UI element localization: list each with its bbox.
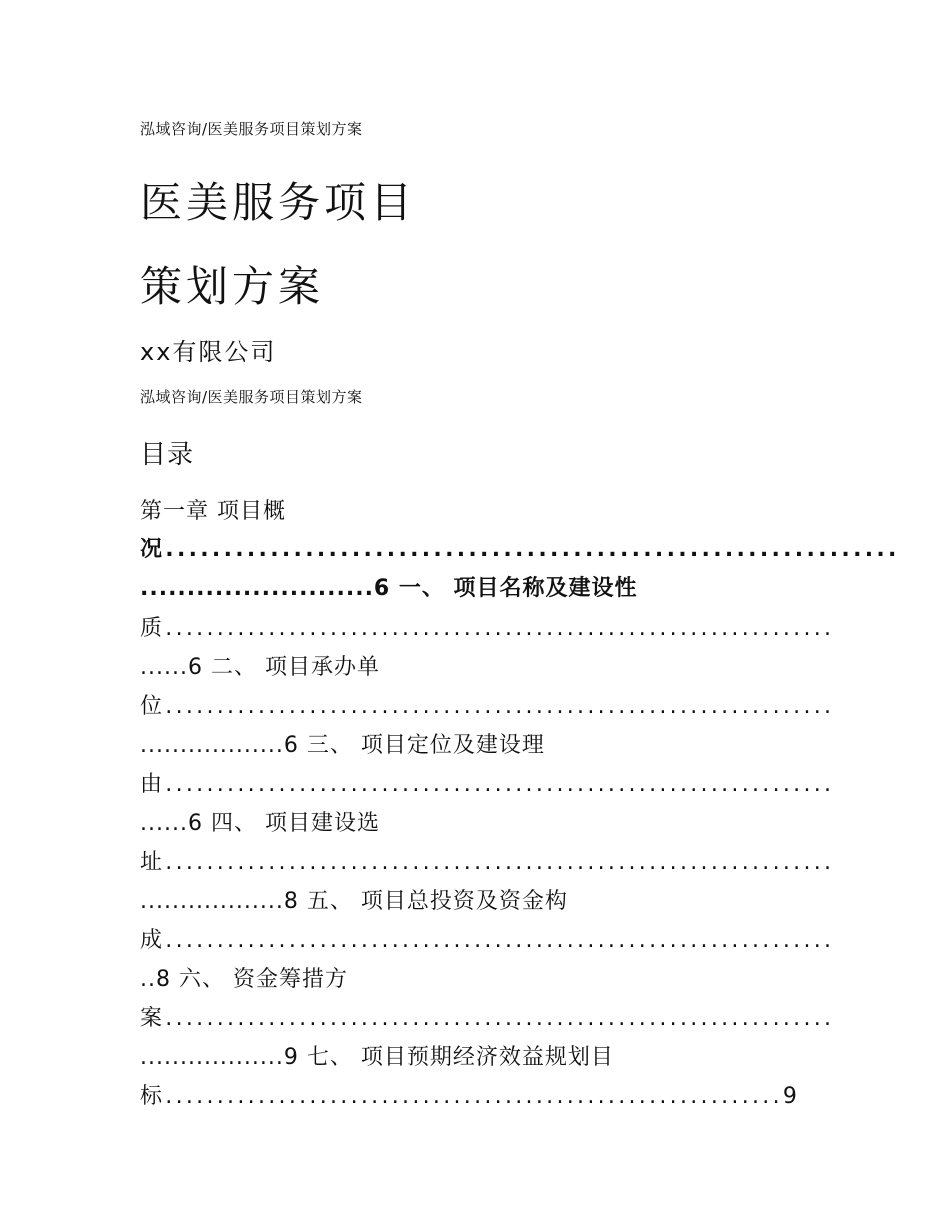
toc-line[interactable]: ......6 四、 项目建设选	[140, 811, 380, 836]
toc-line[interactable]: 由.................................................................	[140, 772, 835, 797]
toc-line[interactable]: ..................8 五、 项目总投资及资金构	[140, 889, 568, 914]
toc-line[interactable]: ......6 二、 项目承办单	[140, 655, 380, 680]
toc-line[interactable]: 况...............................................................	[140, 537, 900, 562]
toc-line[interactable]: ..................6 三、 项目定位及建设理	[140, 733, 545, 758]
toc-line[interactable]: ..................9 七、 项目预期经济效益规划目	[140, 1045, 614, 1070]
document-title-line1: 医美服务项目	[140, 178, 417, 227]
document-title-line2: 策划方案	[140, 262, 325, 311]
running-header-second: 泓域咨询/医美服务项目策划方案	[140, 388, 363, 406]
toc-heading: 目录	[140, 440, 195, 470]
running-header: 泓域咨询/医美服务项目策划方案	[140, 120, 363, 138]
toc-line[interactable]: 位.................................................................	[140, 694, 835, 719]
toc-line[interactable]: 成.................................................................	[140, 928, 835, 953]
toc-line[interactable]: ..8 六、 资金筹措方	[140, 967, 348, 992]
toc-line[interactable]: 址.................................................................	[140, 850, 835, 875]
toc-line[interactable]: 标............................................................9	[140, 1084, 801, 1109]
toc-line[interactable]: 第一章 项目概	[140, 499, 286, 524]
toc-line[interactable]: 质.................................................................	[140, 616, 835, 641]
toc-line[interactable]: 案.................................................................	[140, 1006, 835, 1031]
company-name: xx有限公司	[140, 338, 277, 366]
toc-line[interactable]: .........................6 一、 项目名称及建设性	[140, 576, 638, 601]
